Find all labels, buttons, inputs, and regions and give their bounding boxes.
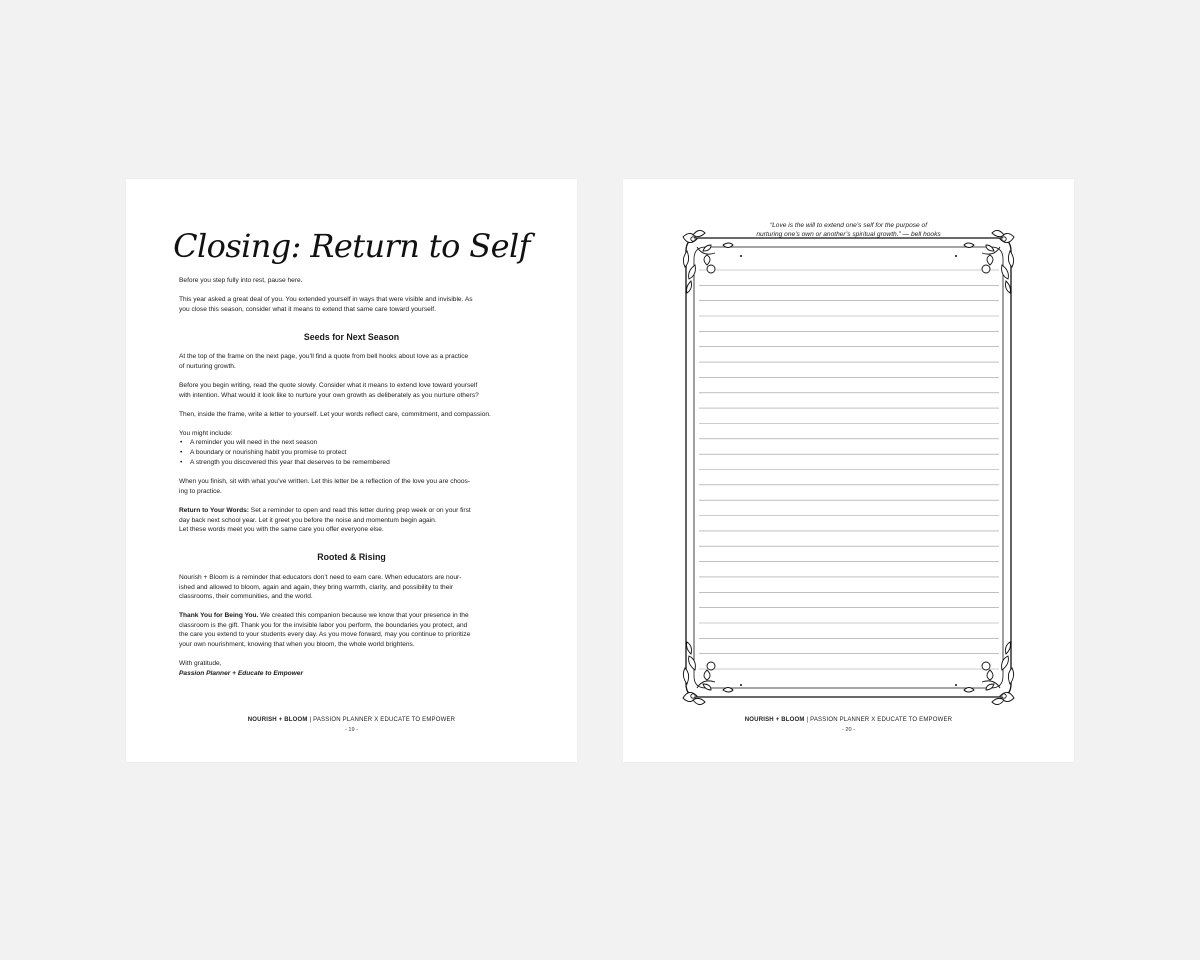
ruled-lines xyxy=(699,270,999,669)
page-number: - 20 - xyxy=(841,727,856,733)
intro-paragraph-1: Before you step fully into rest, pause here. xyxy=(179,277,303,284)
footer-text: | PASSION PLANNER X EDUCATE TO EMPOWER xyxy=(804,717,953,723)
page-19 xyxy=(126,179,577,762)
quote-line-2: nurturing one’s own or another’s spiritual growth.” — bell hooks xyxy=(756,231,941,238)
section-heading-rooted: Rooted & Rising xyxy=(317,552,386,562)
return-text: Set a reminder to open and read this letter during prep week or on your first xyxy=(248,507,471,514)
seeds-paragraph-3: Then, inside the frame, write a letter to yourself. Let your words reflect care, commitment, and compassion. xyxy=(179,411,491,418)
thanks-text: We created this companion because we know that your presence in the xyxy=(258,612,469,619)
footer-text: | PASSION PLANNER X EDUCATE TO EMPOWER xyxy=(307,717,456,723)
rooted-paragraph-line-2: ished and allowed to bloom, again and again, they bring warmth, clarity, and possibility to their xyxy=(179,584,454,591)
page-title: Closing: Return to Self xyxy=(173,227,530,265)
finish-paragraph-line-1: When you finish, sit with what you’ve written. Let this letter be a reflection of the love you are choos- xyxy=(179,478,471,485)
return-label: Return to Your Words: xyxy=(179,507,249,514)
quote-line-1: “Love is the will to extend one’s self for the purpose of xyxy=(769,222,928,229)
intro-paragraph-2-line-1: This year asked a great deal of you. You extended yourself in ways that were visible and invisible. As xyxy=(179,296,473,303)
thanks-label: Thank You for Being You. xyxy=(179,612,259,619)
footer-brand: NOURISH + BLOOM xyxy=(247,717,308,723)
bullet-item: • A boundary or nourishing habit you promise to protect xyxy=(190,448,520,458)
thanks-paragraph-line-1 xyxy=(179,611,525,621)
intro-paragraph-2-line-2: you close this season, consider what it means to extend that same care toward yourself. xyxy=(179,306,436,313)
return-paragraph-line-1 xyxy=(179,506,525,516)
flower-icon xyxy=(683,230,1014,704)
rooted-paragraph-line-3: classrooms, their communities, and the world. xyxy=(179,593,313,600)
page-footer xyxy=(623,717,1074,723)
footer-brand: NOURISH + BLOOM xyxy=(744,717,805,723)
return-paragraph-line-3: Let these words meet you with the same care you offer everyone else. xyxy=(179,526,384,533)
page-number: - 19 - xyxy=(344,727,359,733)
page-footer xyxy=(126,717,577,723)
bullet-item: • A strength you discovered this year that deserves to be remembered xyxy=(190,458,520,468)
floral-letter-frame xyxy=(623,179,1074,762)
signature: Passion Planner + Educate to Empower xyxy=(179,670,304,677)
frame-inner-border xyxy=(694,247,1003,688)
frame-outer-border xyxy=(686,238,1011,697)
thanks-paragraph-line-2: classroom is the gift. Thank you for the invisible labor you perform, the boundaries you protect, and xyxy=(179,622,468,629)
gratitude-line: With gratitude, xyxy=(179,660,222,667)
seeds-paragraph-2-line-2: with intention. What would it look like to nurture your own growth as deliberately as you nurture others? xyxy=(179,392,479,399)
page-20 xyxy=(623,179,1074,762)
thanks-paragraph-line-4: your own nourishment, knowing that when you bloom, the whole world brightens. xyxy=(179,641,415,648)
seeds-paragraph-2-line-1: Before you begin writing, read the quote slowly. Consider what it means to extend love toward yourself xyxy=(179,382,478,389)
finish-paragraph-line-2: ing to practice. xyxy=(179,488,222,495)
bullet-item: • A reminder you will need in the next season xyxy=(190,438,520,448)
thanks-paragraph-line-3: the care you extend to your students every day. As you move forward, may you continue to prioritize xyxy=(179,631,471,638)
might-include-label: You might include: xyxy=(179,430,233,437)
section-heading-seeds: Seeds for Next Season xyxy=(303,332,400,342)
return-paragraph-line-2: day back next school year. Let it greet you before the noise and momentum begin again. xyxy=(179,517,437,524)
rooted-paragraph-line-1: Nourish + Bloom is a reminder that educators don’t need to earn care. When educators are nour- xyxy=(179,574,462,581)
seeds-paragraph-1-line-2: of nurturing growth. xyxy=(179,363,236,370)
seeds-paragraph-1-line-1: At the top of the frame on the next page, you’ll find a quote from bell hooks about love as a practice xyxy=(179,353,469,360)
